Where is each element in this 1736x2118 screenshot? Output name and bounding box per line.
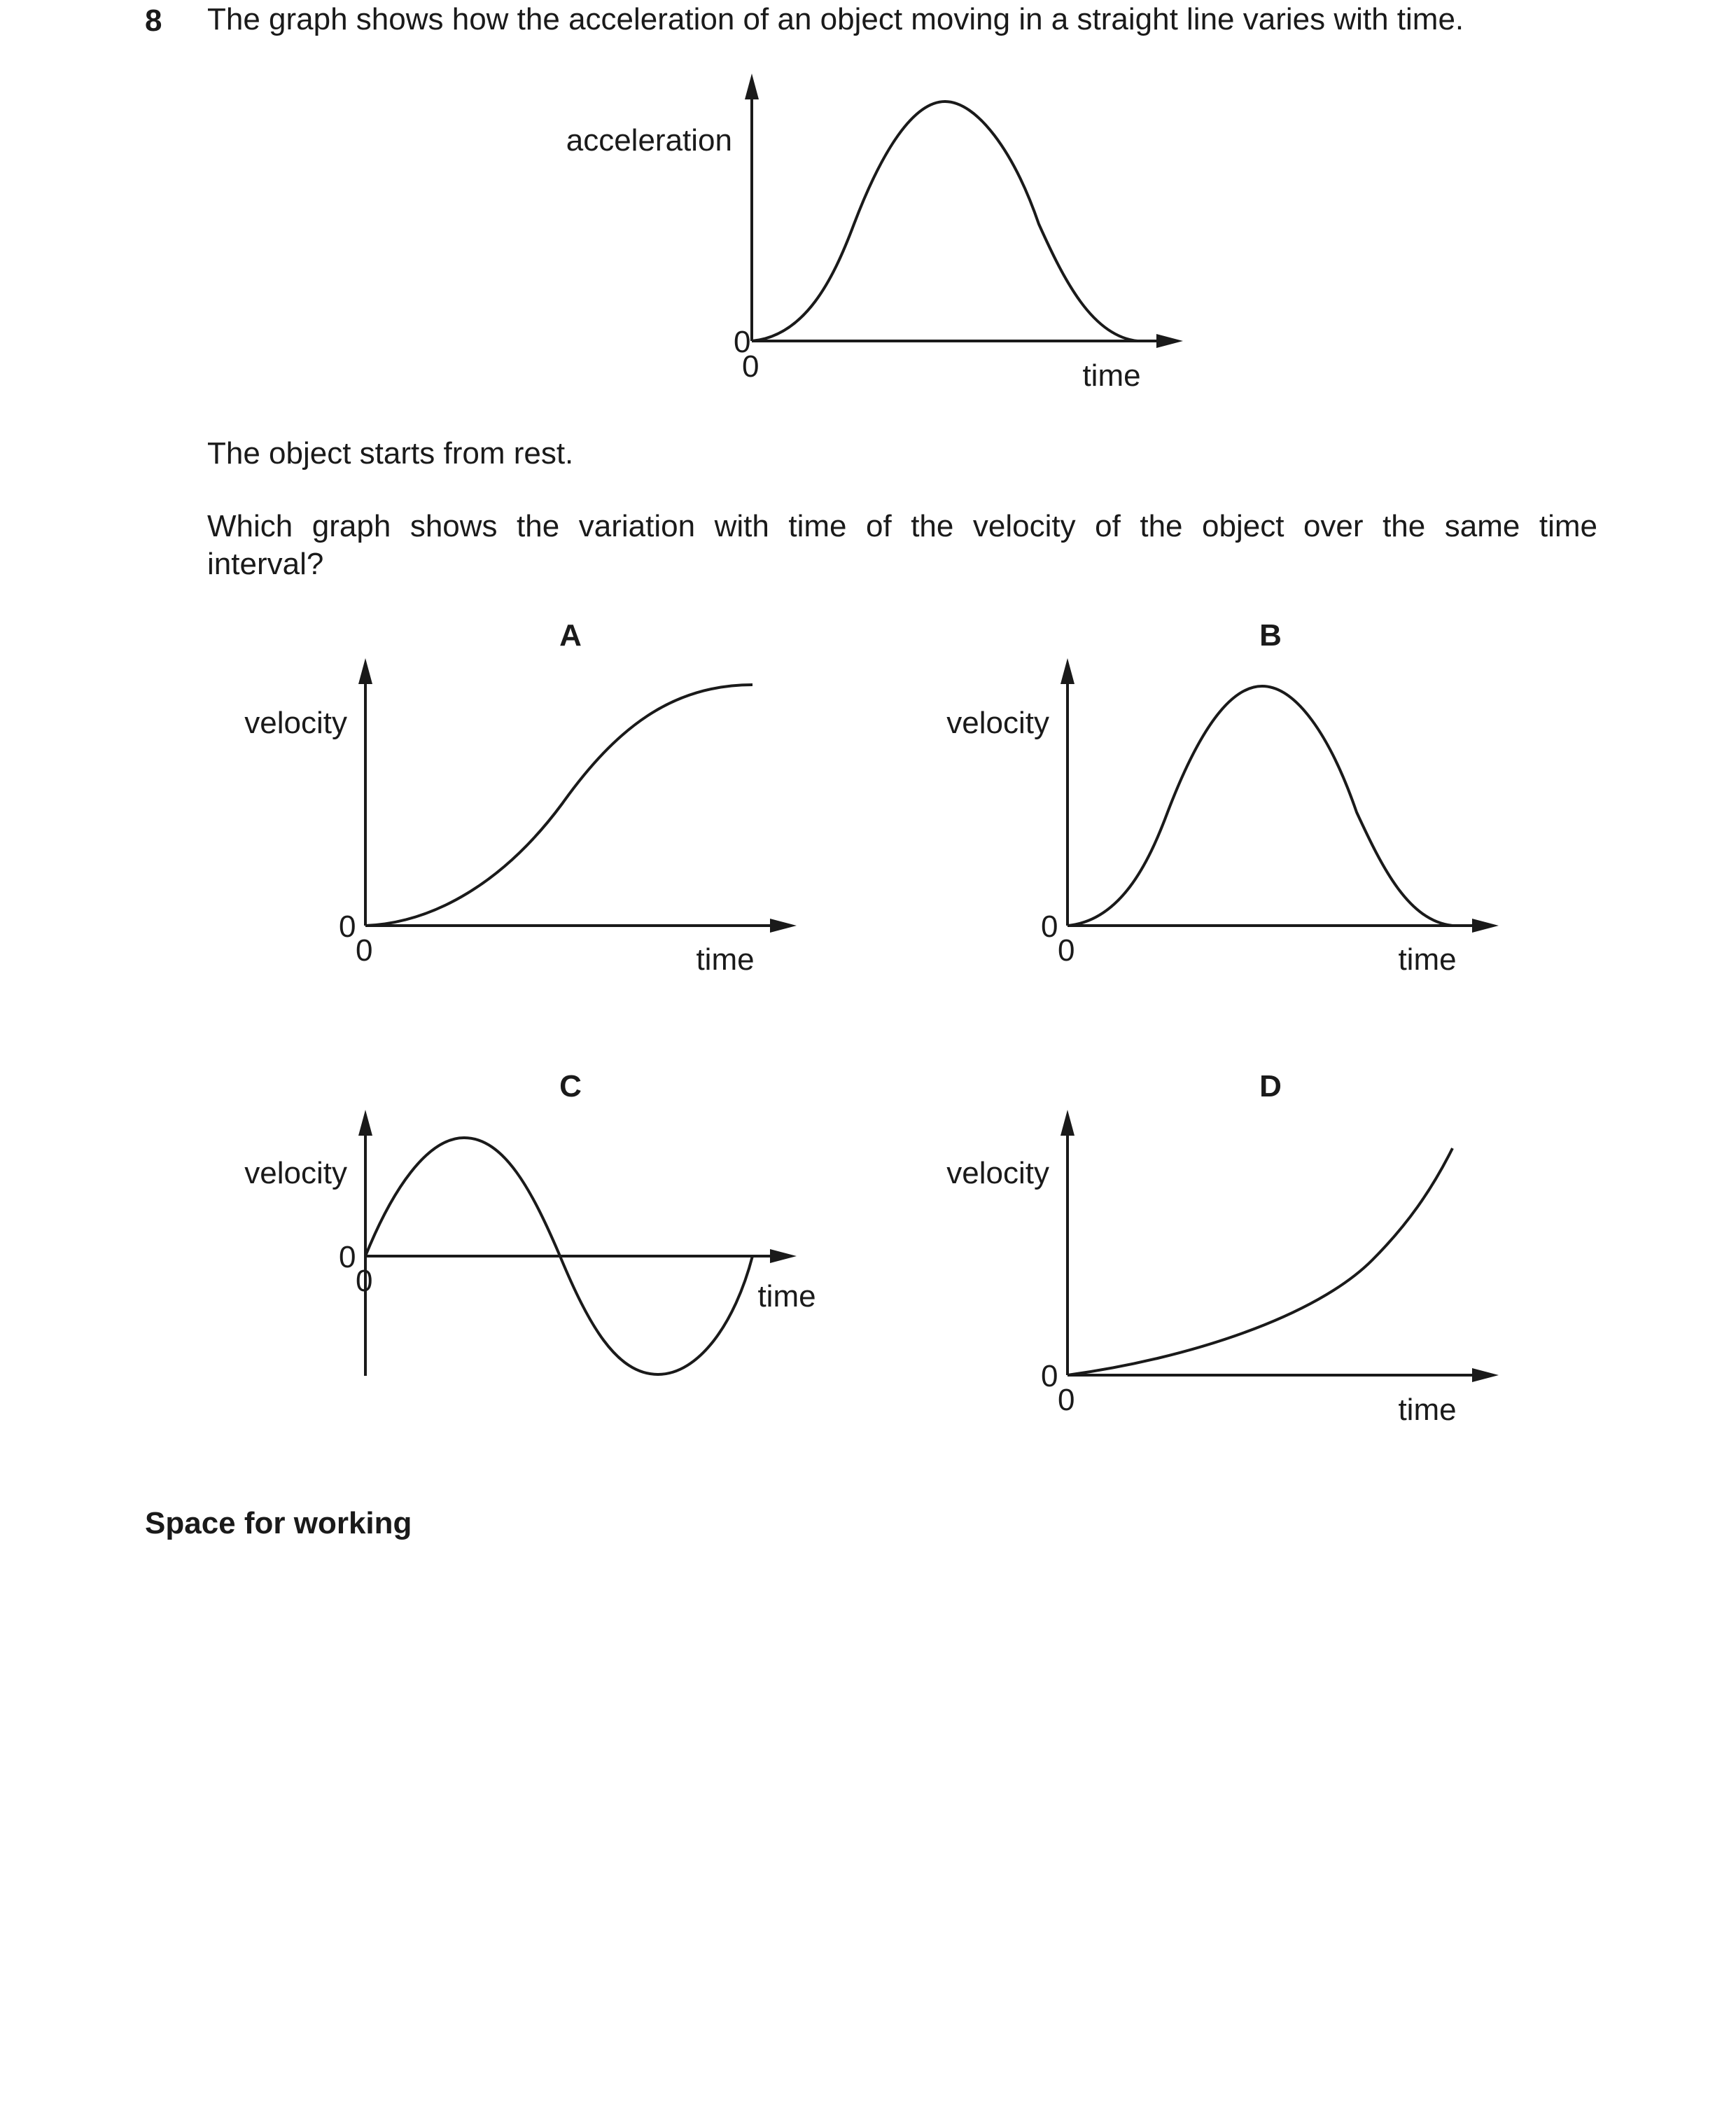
- option-b-letter: B: [1259, 618, 1282, 653]
- option-c-x-origin: 0: [356, 1264, 373, 1298]
- option-d-curve: [1068, 1148, 1452, 1375]
- option-b-graph[interactable]: [946, 618, 1499, 977]
- acceleration-x-origin: 0: [742, 349, 760, 384]
- option-c-x-arrowhead: [770, 1249, 797, 1263]
- option-a-letter: A: [559, 618, 582, 653]
- option-d-y-origin: 0: [1041, 1359, 1058, 1393]
- option-b-x-arrowhead: [1472, 919, 1499, 933]
- question-prompt-line2: interval?: [207, 547, 324, 581]
- question-statement: The object starts from rest.: [207, 436, 574, 471]
- option-a-graph[interactable]: [244, 618, 797, 977]
- question-prompt-line1: Which graph shows the variation with time of the velocity of the object over the same time: [207, 509, 1597, 543]
- option-d-y-label: velocity: [946, 1156, 1049, 1190]
- option-a-x-arrowhead: [770, 919, 797, 933]
- option-b-curve: [1068, 686, 1452, 926]
- working-space-label: Space for working: [145, 1506, 412, 1540]
- option-c-letter: C: [559, 1069, 582, 1103]
- acceleration-y-label: acceleration: [566, 123, 732, 158]
- option-a-y-label: velocity: [244, 706, 347, 740]
- acceleration-x-label: time: [1082, 358, 1141, 393]
- option-a-curve: [365, 685, 752, 926]
- option-c-y-label: velocity: [244, 1156, 347, 1190]
- option-d-x-arrowhead: [1472, 1368, 1499, 1382]
- option-b-x-origin: 0: [1058, 933, 1075, 968]
- option-a-x-origin: 0: [356, 933, 373, 968]
- option-c-y-origin: 0: [339, 1240, 356, 1274]
- option-d-letter: D: [1259, 1069, 1282, 1103]
- option-c-x-label: time: [757, 1279, 816, 1314]
- option-d-graph[interactable]: [946, 1069, 1499, 1427]
- acceleration-x-arrowhead: [1156, 334, 1183, 348]
- option-b-y-origin: 0: [1041, 910, 1058, 944]
- option-c-y-arrowhead: [358, 1110, 372, 1136]
- option-d-x-origin: 0: [1058, 1383, 1075, 1417]
- acceleration-curve: [752, 102, 1138, 341]
- option-d-y-arrowhead: [1060, 1110, 1074, 1136]
- acceleration-y-origin: 0: [734, 325, 751, 359]
- question-intro: The graph shows how the acceleration of an object moving in a straight line varies with time.: [207, 2, 1464, 36]
- option-b-y-label: velocity: [946, 706, 1049, 740]
- acceleration-y-arrowhead: [745, 74, 759, 99]
- option-c-graph[interactable]: [244, 1069, 816, 1376]
- option-b-y-arrowhead: [1060, 658, 1074, 684]
- option-a-y-arrowhead: [358, 658, 372, 684]
- acceleration-graph: [566, 74, 1183, 393]
- option-a-x-label: time: [696, 942, 755, 977]
- option-b-x-label: time: [1398, 942, 1457, 977]
- option-d-x-label: time: [1398, 1393, 1457, 1427]
- question-number: 8: [145, 4, 162, 38]
- option-a-y-origin: 0: [339, 910, 356, 944]
